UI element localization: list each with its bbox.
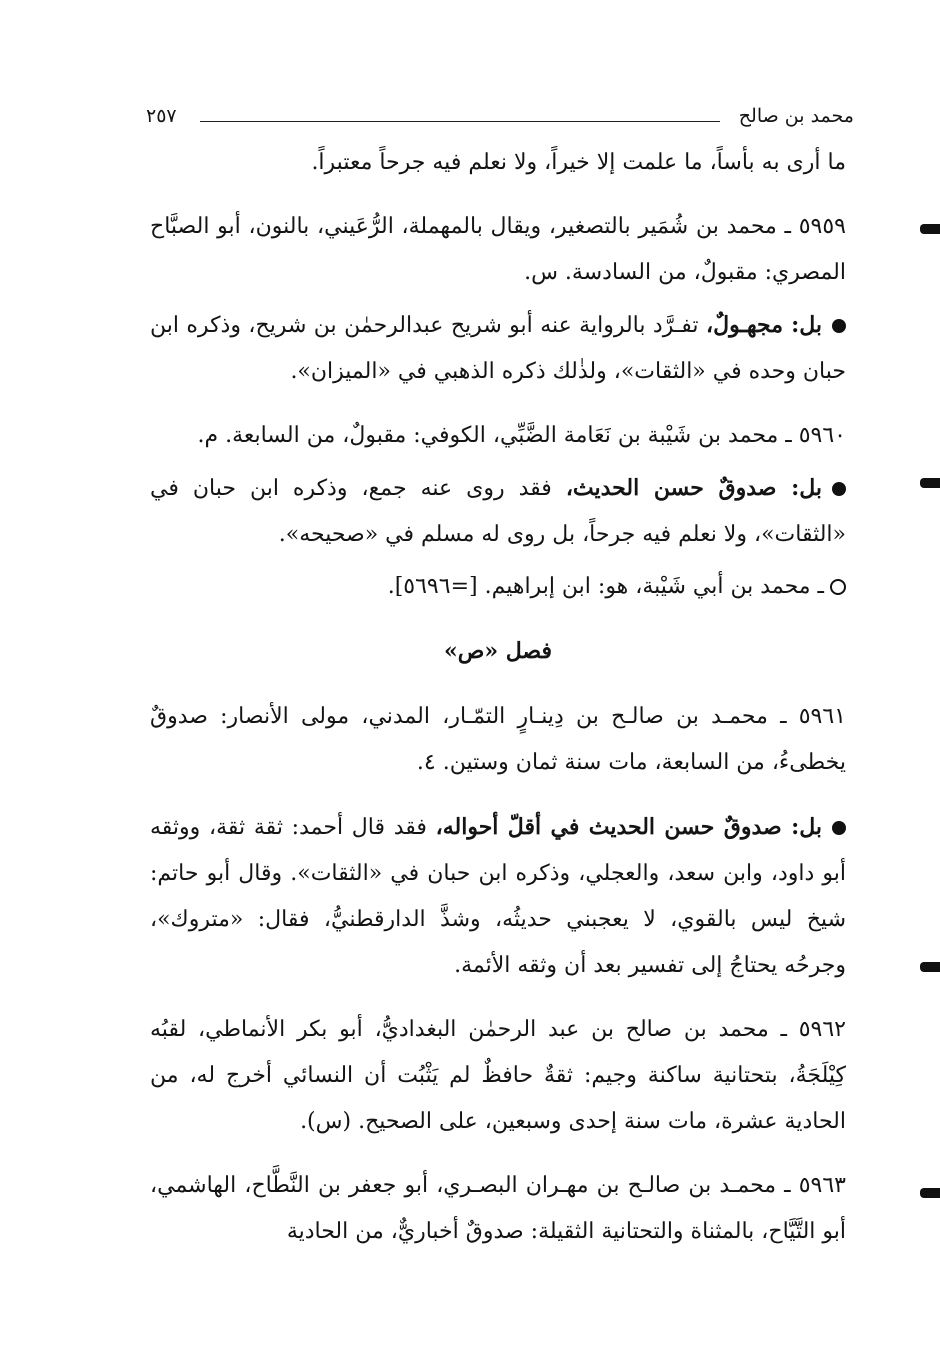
entry-5960 (150, 413, 846, 459)
comment-text: فقد قال أحمد: ثقة ثقة، ووثقه أبو داود، وابن سعد، والعجلي، وذكره ابن حبان في «الثقات». وقال أبو حاتم: شيخ ليس بالقوي، لا يعجبني حديثُه، وشذَّ الدارقطنيُّ، فقال: «متروك»، وجرحُه يحتاجُ إلى تفسير بعد أن وثقه الأئمة. (150, 815, 846, 978)
section-heading: فصل «ص» (443, 638, 552, 664)
page-edge-mark (920, 224, 940, 234)
comment-5960 (150, 465, 846, 558)
header-rule (200, 121, 720, 122)
page-edge-mark (920, 962, 940, 972)
paragraph-continuation (150, 140, 846, 186)
paragraph-text: ما أرى به بأساً، ما علمت إلا خيراً، ولا نعلم فيه جرحاً معتبراً. (311, 150, 846, 175)
bullet-icon (832, 821, 846, 835)
entry-5961 (150, 694, 846, 786)
comment-5959 (150, 302, 846, 395)
entry-5959 (150, 204, 846, 296)
entry-text: ٥٩٥٩ ـ محمد بن شُمَير بالتصغير، ويقال بالمهملة، الرُّعَيني، بالنون، أبو الصبَّاح المصري: مقبولٌ، من السادسة. س. (150, 214, 846, 285)
entry-text: ٥٩٦٣ ـ محمـد بن صالـح بن مهـران البصـري، أبو جعفر بن النَّطَّاح، الهاشمي، أبو التَّيَّاح، بالمثناة والتحتانية الثقيلة: صدوقٌ أخباريٌّ، من الحادية (150, 1173, 846, 1244)
cross-reference (150, 564, 846, 610)
entry-text: ٥٩٦١ ـ محمـد بن صالـح بن دِينـارٍ التمّـار، المدني، مولى الأنصار: صدوقٌ يخطىءُ، من السابعة، مات سنة ثمان وستين. ٤. (150, 704, 846, 775)
comment-verdict: بل: مجهـولٌ، (705, 312, 822, 338)
ring-icon (830, 579, 846, 595)
entry-5963 (150, 1163, 846, 1255)
bullet-icon (832, 482, 846, 496)
cross-reference-text: ـ محمد بن أبي شَيْبة، هو: ابن إبراهيم. [=٥٦٩٦]. (387, 574, 824, 599)
page-edge-mark (920, 1188, 940, 1198)
comment-verdict: بل: صدوقٌ حسن الحديث، (565, 475, 822, 501)
bullet-icon (832, 319, 846, 333)
comment-5961 (150, 804, 846, 989)
entry-5962 (150, 1007, 846, 1145)
running-title: محمد بن صالح (738, 105, 854, 127)
entry-text: ٥٩٦٢ ـ محمد بن صالح بن عبد الرحمٰن البغداديُّ، أبو بكر الأنماطي، لقبُه كِيْلَجَةُ، بتحتانية ساكنة وجيم: ثقةٌ حافظٌ لم يَثْبُت أن النسائي أخرج له، من الحادية عشرة، مات سنة إحدى وسبعين، على الصحيح. (س). (150, 1017, 846, 1134)
comment-verdict: بل: صدوقٌ حسن الحديث في أقلّ أحواله، (435, 814, 822, 840)
page-body (150, 140, 846, 1273)
page-number: ٢٥٧ (146, 105, 177, 127)
entry-text: ٥٩٦٠ ـ محمد بن شَيْبة بن نَعَامة الضَّبِّي، الكوفي: مقبولٌ، من السابعة. م. (197, 423, 846, 448)
comment-text: فقد روى عنه جمع، وذكره ابن حبان في «الثقات»، ولا نعلم فيه جرحاً، بل روى له مسلم في «صحيحه». (150, 476, 846, 547)
page-header (142, 99, 854, 133)
comment-text: تفـرَّد بالرواية عنه أبو شريح عبدالرحمٰن بن شريح، وذكره ابن حبان وحده في «الثقات»، ولذٰلك ذكره الذهبي في «الميزان». (150, 313, 846, 384)
page-edge-mark (920, 478, 940, 488)
